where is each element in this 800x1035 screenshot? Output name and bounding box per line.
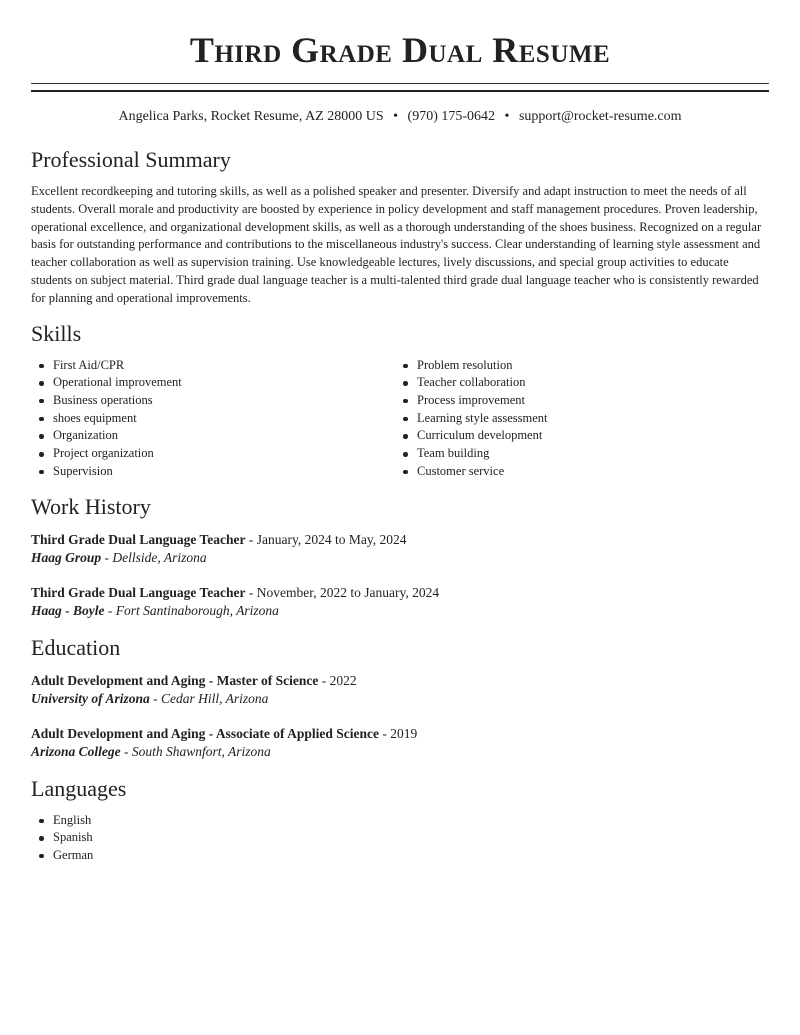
school-name: Arizona College [31,744,121,759]
resume-title: Third Grade Dual Resume [189,30,611,70]
skills-column-right [395,357,759,481]
language-item: Spanish [31,829,769,847]
skills-list [31,357,769,481]
education-entry [31,725,769,762]
skill-item: Problem resolution [395,357,759,375]
skill-item: Team building [395,445,759,463]
contact-separator: • [393,109,399,124]
school-name: University of Arizona [31,691,150,706]
skills-heading: Skills [31,320,82,346]
skill-item: Teacher collaboration [395,374,759,392]
languages-heading: Languages [31,775,127,801]
skill-item: Operational improvement [31,374,395,392]
job-title: Third Grade Dual Language Teacher [31,584,246,600]
skill-item: Project organization [31,445,395,463]
contact-email: support@rocket-resume.com [518,109,682,124]
skills-column-left [31,357,395,481]
skill-item: Learning style assessment [395,410,759,428]
language-item: German [31,847,769,865]
languages-list [31,812,769,865]
skill-item: shoes equipment [31,410,395,428]
skill-item: Customer service [395,463,759,481]
skill-item: Organization [31,427,395,445]
education-heading: Education [31,634,121,660]
company-name: Haag Group [31,550,102,565]
resume-page [31,0,769,865]
skill-item: First Aid/CPR [31,357,395,375]
work-entry [31,531,769,568]
title-divider [31,83,769,92]
language-item: English [31,812,769,830]
contact-address: Angelica Parks, Rocket Resume, AZ 28000 US [118,109,384,124]
summary-text: Excellent recordkeeping and tutoring skills, as well as a polished speaker and presenter. Diversify and adapt instruction to meet the needs of all students. Overall morale and productivity are boosted by experience in policy development and staff management procedures. Proven leadership, operational excellence, and organizational development skills, as well as a thorough understanding of the shoes business. Recognized on a regular basis for outstanding performance and contributions to the miscellaneous industry's success. Clear understanding of learning style assessment and teacher collaboration as well as supervision training. Use knowledgeable lectures, lively discussions, and special group activities to educate students on subject material. Third grade dual language teacher is a multi-talented third grade dual language teacher who is consistently rewarded for planning and operational improvements. [31,184,762,305]
work-history-heading: Work History [31,493,151,519]
education-entry [31,672,769,709]
skill-item: Business operations [31,392,395,410]
graduation-year: - 2022 [318,672,357,688]
contact-phone: (970) 175-0642 [407,109,496,124]
degree-name: Adult Development and Aging - Associate of Applied Science [31,725,380,741]
work-entry [31,584,769,621]
graduation-year: - 2019 [379,725,418,741]
company-name: Haag - Boyle [31,603,105,618]
contact-line [31,108,769,126]
contact-separator: • [504,109,510,124]
skill-item: Curriculum development [395,427,759,445]
summary-heading: Professional Summary [31,147,231,172]
skill-item: Process improvement [395,392,759,410]
job-location: - Fort Santinaborough, Arizona [104,603,279,618]
job-dates: - January, 2024 to May, 2024 [245,531,407,547]
school-location: - Cedar Hill, Arizona [149,691,269,706]
job-location: - Dellside, Arizona [101,550,207,565]
job-title: Third Grade Dual Language Teacher [31,531,246,547]
job-dates: - November, 2022 to January, 2024 [245,584,440,600]
skill-item: Supervision [31,463,395,481]
degree-name: Adult Development and Aging - Master of Science [31,672,319,688]
school-location: - South Shawnfort, Arizona [120,744,271,759]
